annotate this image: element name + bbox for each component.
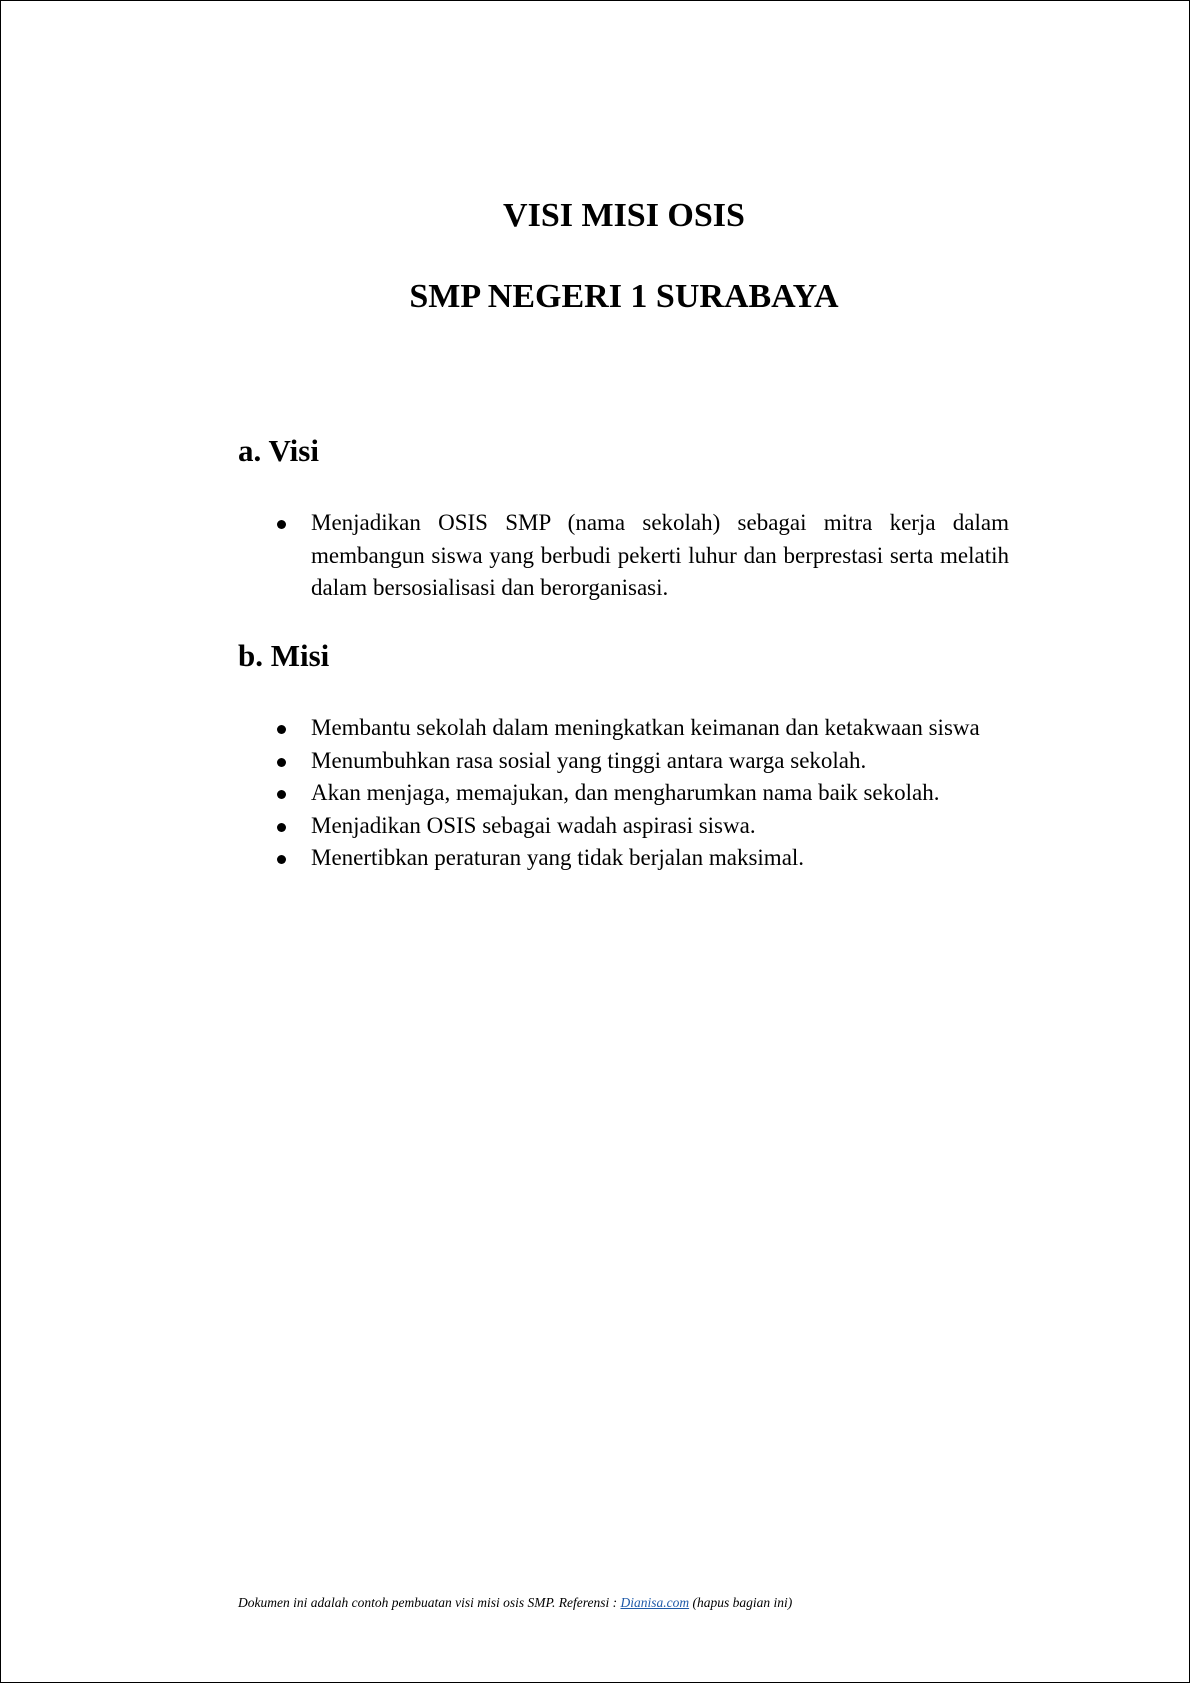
- misi-list: [275, 712, 1009, 875]
- misi-item: [275, 745, 1009, 778]
- reference-link[interactable]: Dianisa.com: [620, 1595, 690, 1610]
- visi-item-text: Menjadikan OSIS SMP (nama sekolah) sebagai mitra kerja dalam membangun siswa yang berbudi pekerti luhur dan berprestasi serta melatih dalam bersosialisasi dan berorganisasi.: [311, 510, 1009, 600]
- misi-item-text: Akan menjaga, memajukan, dan mengharumkan nama baik sekolah.: [311, 780, 940, 805]
- misi-item: [275, 712, 1009, 745]
- bullet-icon: [277, 790, 286, 799]
- bullet-icon: [277, 725, 286, 734]
- footer-text: Dokumen ini adalah contoh pembuatan visi misi osis SMP. Referensi :: [238, 1595, 621, 1610]
- misi-heading: b. Misi: [238, 638, 330, 673]
- visi-heading: a. Visi: [238, 433, 319, 468]
- bullet-icon: [277, 823, 286, 832]
- visi-item: [275, 507, 1009, 605]
- document-subtitle: SMP NEGERI 1 SURABAYA: [409, 278, 839, 315]
- visi-list: [275, 507, 1009, 605]
- bullet-icon: [277, 758, 286, 767]
- misi-item-text: Menumbuhkan rasa sosial yang tinggi antara warga sekolah.: [311, 747, 867, 773]
- document-title: VISI MISI OSIS: [503, 197, 745, 234]
- misi-item: [275, 842, 1009, 875]
- footer-text-suffix: (hapus bagian ini): [689, 1595, 793, 1610]
- footer-note: [238, 1596, 792, 1610]
- bullet-icon: [277, 520, 286, 529]
- misi-item: [275, 777, 1009, 810]
- misi-item-text: Menjadikan OSIS sebagai wadah aspirasi siswa.: [311, 812, 756, 838]
- misi-item-text: Membantu sekolah dalam meningkatkan keimanan dan ketakwaan siswa: [311, 715, 980, 740]
- misi-item-text: Menertibkan peraturan yang tidak berjalan maksimal.: [311, 845, 805, 870]
- bullet-icon: [277, 855, 286, 864]
- misi-item: [275, 810, 1009, 843]
